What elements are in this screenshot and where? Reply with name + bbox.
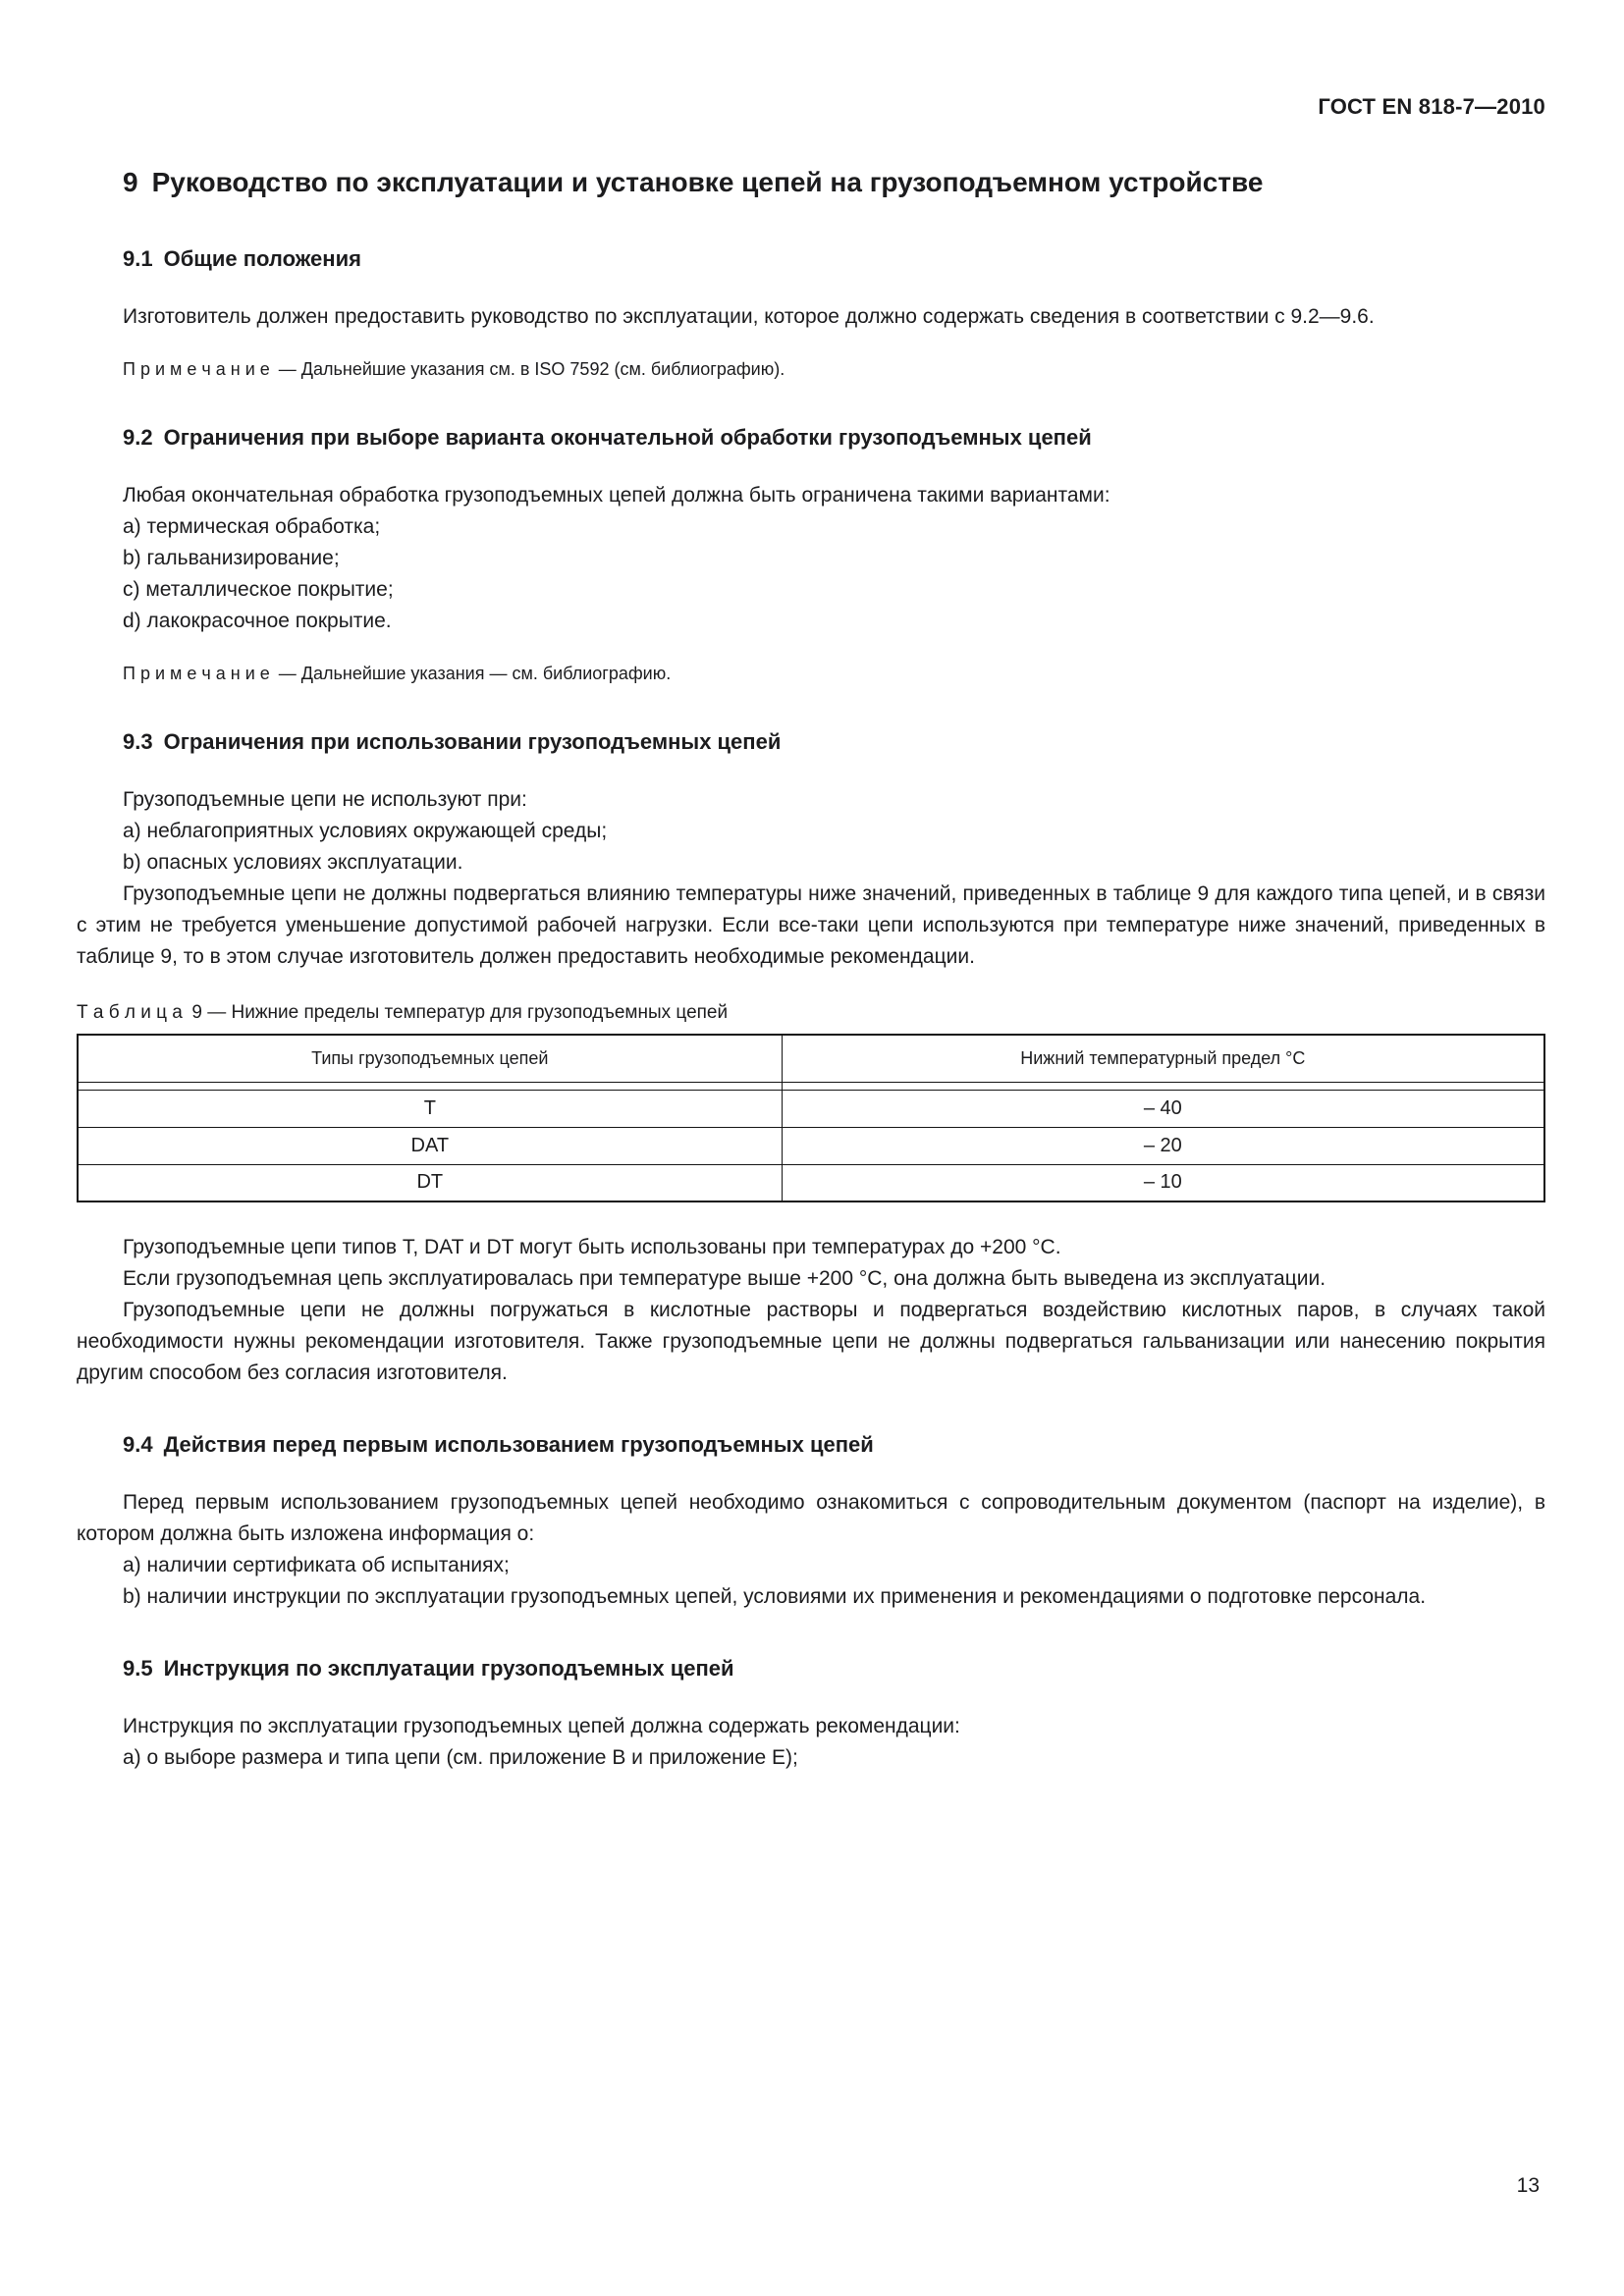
table-spacer-row — [78, 1082, 1544, 1090]
paragraph: Перед первым использованием грузоподъемных цепей необходимо ознакомиться с сопроводительным документом (паспорт на изделие), в котором должна быть изложена информация о: — [77, 1491, 1545, 1545]
paragraph: Если грузоподъемная цепь эксплуатировалась при температуре выше +200 °С, она должна быть выведена из эксплуатации. — [123, 1267, 1326, 1290]
list-item: c) металлическое покрытие; — [123, 578, 394, 601]
list-item: a) о выборе размера и типа цепи (см. приложение В и приложение Е); — [123, 1746, 798, 1769]
table-caption: Т а б л и ц а 9 — Нижние пределы температур для грузоподъемных цепей — [77, 1002, 729, 1023]
table-cell: – 20 — [782, 1127, 1544, 1164]
list-item: b) гальванизирование; — [123, 547, 340, 569]
table-cell: DAT — [78, 1127, 782, 1164]
paragraph: Грузоподъемные цепи не используют при: — [123, 788, 527, 811]
table-cell: Т — [78, 1090, 782, 1127]
table-cell: – 10 — [782, 1164, 1544, 1201]
doc-number: ГОСТ EN 818-7—2010 — [1318, 94, 1545, 119]
table-header-cell: Нижний температурный предел °С — [782, 1035, 1544, 1082]
paragraph: Инструкция по эксплуатации грузоподъемных цепей должна содержать рекомендации: — [123, 1715, 960, 1737]
paragraph: Грузоподъемные цепи типов Т, DAT и DT могут быть использованы при температурах до +200 °С. — [123, 1236, 1061, 1258]
table-cell: – 40 — [782, 1090, 1544, 1127]
paragraph: Любая окончательная обработка грузоподъемных цепей должна быть ограничена такими вариантами: — [123, 484, 1110, 507]
table-row — [78, 1090, 1544, 1127]
paragraph: Изготовитель должен предоставить руководство по эксплуатации, которое должно содержать сведения в соответствии с 9.2—9.6. — [123, 305, 1375, 328]
page-number: 13 — [1516, 2174, 1540, 2197]
section-9-5-heading: 9.5 Инструкция по эксплуатации грузоподъемных цепей — [123, 1656, 734, 1681]
note: П р и м е ч а н и е — Дальнейшие указания — см. библиографию. — [123, 664, 672, 683]
list-item: a) термическая обработка; — [123, 515, 381, 538]
list-item: a) наличии сертификата об испытаниях; — [123, 1554, 510, 1576]
table-header-cell: Типы грузоподъемных цепей — [78, 1035, 782, 1082]
paragraph: Грузоподъемные цепи не должны подвергаться влиянию температуры ниже значений, приведенных в таблице 9 для каждого типа цепей, и в связи с этим не требуется уменьшение допустимой рабочей нагрузки. Если все-таки цепи используются при температуре ниже значений, приведенных в таблице 9, то в этом случае изготовитель должен предоставить необходимые рекомендации. — [77, 882, 1545, 968]
table-cell: DT — [78, 1164, 782, 1201]
section-9-3-heading: 9.3 Ограничения при использовании грузоподъемных цепей — [123, 729, 782, 754]
list-item: b) опасных условиях эксплуатации. — [123, 851, 463, 874]
list-item: b) наличии инструкции по эксплуатации грузоподъемных цепей, условиями их применения и рекомендациями о подготовке персонала. — [123, 1585, 1427, 1608]
section-9-2-heading: 9.2 Ограничения при выборе варианта окончательной обработки грузоподъемных цепей — [123, 425, 1092, 450]
table-row — [78, 1164, 1544, 1201]
list-item: d) лакокрасочное покрытие. — [123, 610, 392, 632]
note: П р и м е ч а н и е — Дальнейшие указания см. в ISO 7592 (см. библиографию). — [123, 359, 785, 379]
temperature-limits-table — [77, 1034, 1545, 1202]
section-9-heading: 9 Руководство по эксплуатации и установке цепей на грузоподъемном устройстве — [123, 167, 1264, 197]
section-9-1-heading: 9.1 Общие положения — [123, 246, 361, 271]
section-9-4-heading: 9.4 Действия перед первым использованием грузоподъемных цепей — [123, 1432, 874, 1457]
list-item: a) неблагоприятных условиях окружающей среды; — [123, 820, 608, 842]
table-row — [78, 1127, 1544, 1164]
paragraph: Грузоподъемные цепи не должны погружаться в кислотные растворы и подвергаться воздействию кислотных паров, в случаях такой необходимости нужны рекомендации изготовителя. Также грузоподъемные цепи не должны подвергаться гальванизации или нанесению покрытия другим способом без согласия изготовителя. — [77, 1299, 1545, 1384]
table-header-row — [78, 1035, 1544, 1082]
